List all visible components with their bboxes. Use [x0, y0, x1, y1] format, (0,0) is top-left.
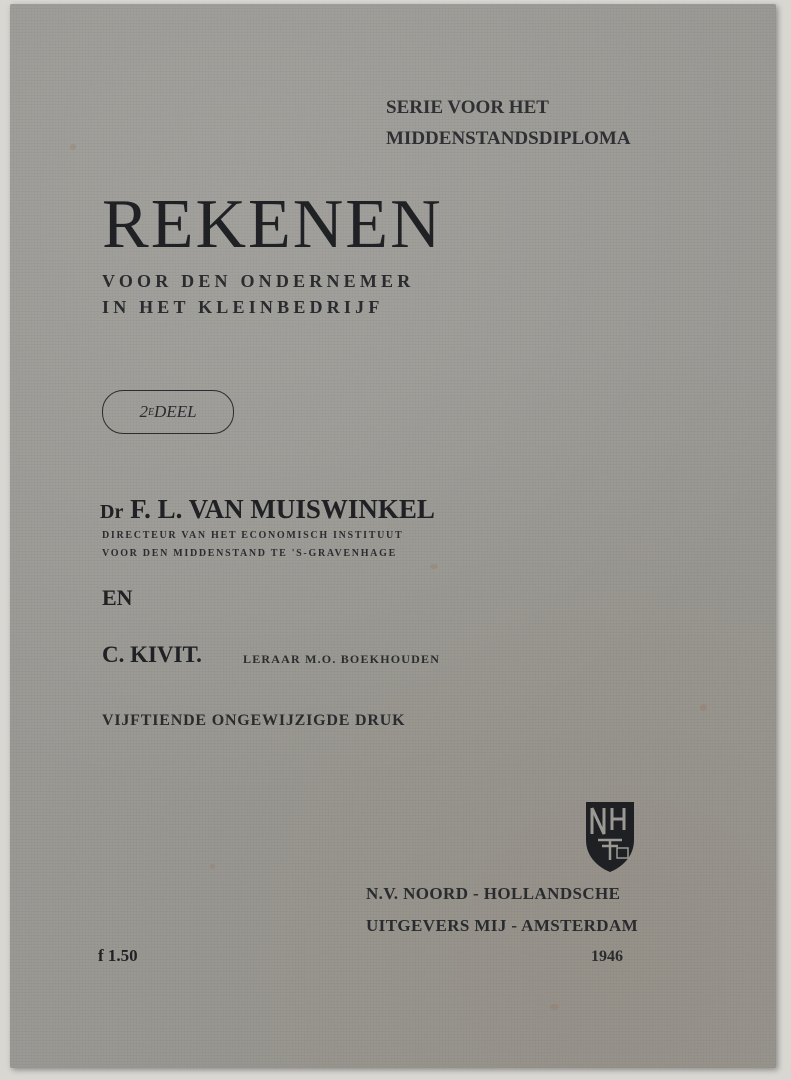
foxing-spot	[70, 144, 76, 150]
part-superscript: E	[147, 406, 155, 418]
part-label: DEEL	[154, 402, 197, 421]
foxing-spot	[210, 864, 215, 869]
book-title: REKENEN	[102, 186, 443, 263]
series-line-1: SERIE VOOR HET	[386, 97, 549, 118]
edition-note: VIJFTIENDE ONGEWIJZIGDE DRUK	[102, 712, 406, 729]
author-1-role-line-2: VOOR DEN MIDDENSTAND TE 'S-GRAVENHAGE	[102, 548, 397, 559]
series-name	[386, 92, 631, 154]
series-line-2: MIDDENSTANDSDIPLOMA	[386, 128, 631, 149]
part-number: 2	[139, 402, 148, 421]
subtitle-line-1: VOOR DEN ONDERNEMER	[102, 271, 415, 291]
author-1-name: F. L. VAN MUISWINKEL	[123, 494, 435, 524]
publisher-line-2: UITGEVERS MIJ - AMSTERDAM	[366, 916, 639, 935]
foxing-spot	[700, 704, 707, 711]
author-1-prefix: Dr	[100, 501, 124, 523]
conjunction: EN	[102, 585, 133, 610]
author-2-role: LERAAR M.O. BOEKHOUDEN	[243, 652, 441, 666]
foxing-spot	[430, 564, 438, 569]
part-badge	[102, 390, 234, 434]
author-2-name: C. KIVIT.	[102, 642, 202, 667]
subtitle-line-2: IN HET KLEINBEDRIJF	[102, 297, 384, 317]
publisher-shield-icon	[584, 800, 636, 874]
author-1-role-line-1: DIRECTEUR VAN HET ECONOMISCH INSTITUUT	[102, 530, 404, 541]
author-1	[100, 494, 435, 525]
publisher-line-1: N.V. NOORD - HOLLANDSCHE	[366, 884, 621, 903]
foxing-spot	[550, 1004, 559, 1010]
book-cover	[10, 4, 776, 1068]
price-label: f 1.50	[98, 946, 138, 965]
publication-year: 1946	[591, 948, 623, 965]
